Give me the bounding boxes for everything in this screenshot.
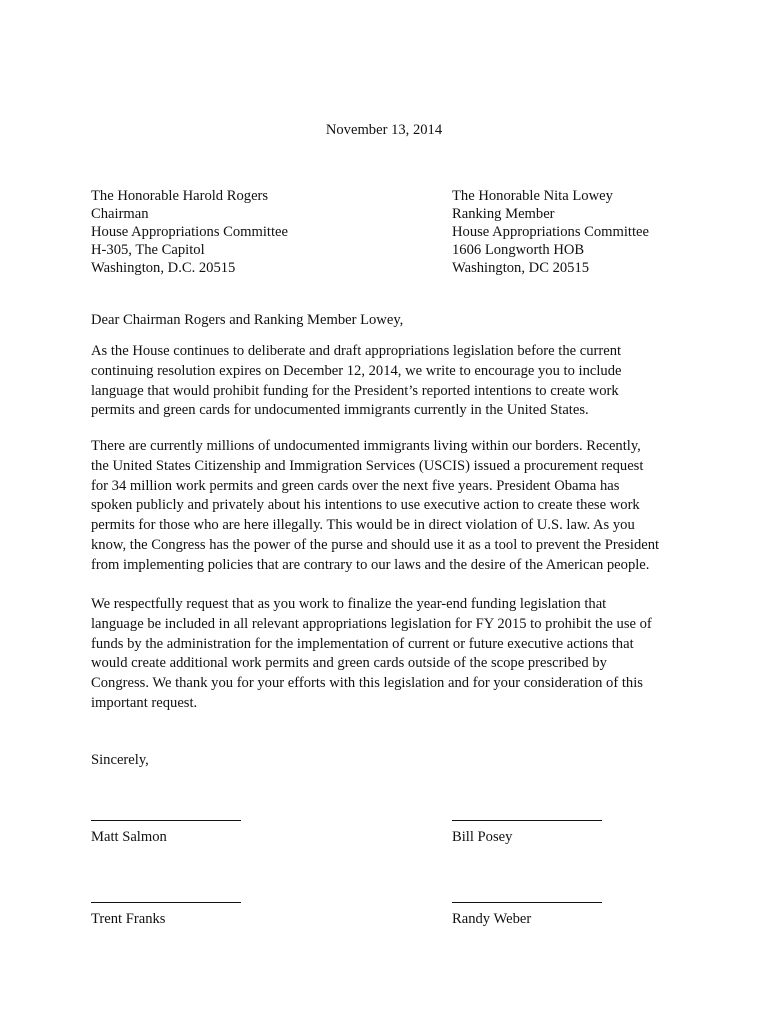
signatory-name: Randy Weber [452, 911, 532, 927]
paragraph-line: language that would prohibit funding for the President’s reported intentions to create work [91, 382, 619, 399]
signature-line [452, 820, 602, 821]
paragraph-line: the United States Citizenship and Immigration Services (USCIS) issued a procurement request [91, 457, 644, 474]
paragraph-line: for 34 million work permits and green cards over the next five years. President Obama has [91, 477, 620, 494]
recipient-right-office: 1606 Longworth HOB [452, 242, 585, 258]
signatory-name: Bill Posey [452, 829, 513, 845]
signature-line [91, 902, 241, 903]
recipient-left-committee: House Appropriations Committee [91, 224, 288, 240]
paragraph-line: important request. [91, 694, 198, 711]
paragraph-line: permits and green cards for undocumented immigrants currently in the United States. [91, 402, 589, 419]
signature-block-2 [452, 820, 602, 846]
recipient-address-right [452, 187, 649, 277]
signatory-name: Matt Salmon [91, 829, 167, 845]
paragraph-line: would create additional work permits and green cards outside of the scope prescribed by [91, 655, 607, 672]
signature-line [91, 820, 241, 821]
salutation: Dear Chairman Rogers and Ranking Member Lowey, [91, 312, 404, 328]
closing: Sincerely, [91, 752, 149, 768]
recipient-right-city: Washington, DC 20515 [452, 260, 590, 276]
paragraph-line: As the House continues to deliberate and draft appropriations legislation before the current [91, 343, 622, 359]
paragraph-line: know, the Congress has the power of the purse and should use it as a tool to prevent the President [91, 536, 660, 553]
paragraph-line: permits for those who are here illegally. This would be in direct violation of U.S. law. As you [91, 517, 635, 534]
recipient-left-title: Chairman [91, 206, 149, 222]
recipient-right-committee: House Appropriations Committee [452, 224, 649, 240]
signature-line [452, 902, 602, 903]
paragraph-line: from implementing policies that are contrary to our laws and the desire of the American people. [91, 556, 650, 573]
paragraph-line: Congress. We thank you for your efforts with this legislation and for your consideration of this [91, 675, 643, 692]
signatory-name: Trent Franks [91, 911, 166, 927]
body-paragraph-3 [91, 595, 691, 714]
signature-block-1 [91, 820, 241, 846]
signature-block-3 [91, 902, 241, 928]
recipient-left-name: The Honorable Harold Rogers [91, 188, 269, 204]
recipient-left-city: Washington, D.C. 20515 [91, 260, 236, 276]
paragraph-line: spoken publicly and privately about his intentions to use executive action to create these work [91, 497, 640, 514]
paragraph-line: There are currently millions of undocumented immigrants living within our borders. Recently, [91, 438, 641, 454]
paragraph-line: We respectfully request that as you work to finalize the year-end funding legislation that [91, 596, 607, 612]
recipient-left-office: H-305, The Capitol [91, 242, 205, 258]
paragraph-line: continuing resolution expires on December 12, 2014, we write to encourage you to include [91, 362, 622, 379]
recipient-right-name: The Honorable Nita Lowey [452, 188, 613, 204]
recipient-right-title: Ranking Member [452, 206, 555, 222]
signature-block-4 [452, 902, 602, 928]
body-paragraph-2 [91, 437, 691, 576]
paragraph-line: funds by the administration for the implementation of current or future executive actions that [91, 635, 634, 652]
paragraph-line: language be included in all relevant appropriations legislation for FY 2015 to prohibit the use of [91, 615, 652, 632]
body-paragraph-1 [91, 342, 691, 421]
letter-date: November 13, 2014 [325, 122, 443, 138]
recipient-address-left [91, 187, 288, 277]
